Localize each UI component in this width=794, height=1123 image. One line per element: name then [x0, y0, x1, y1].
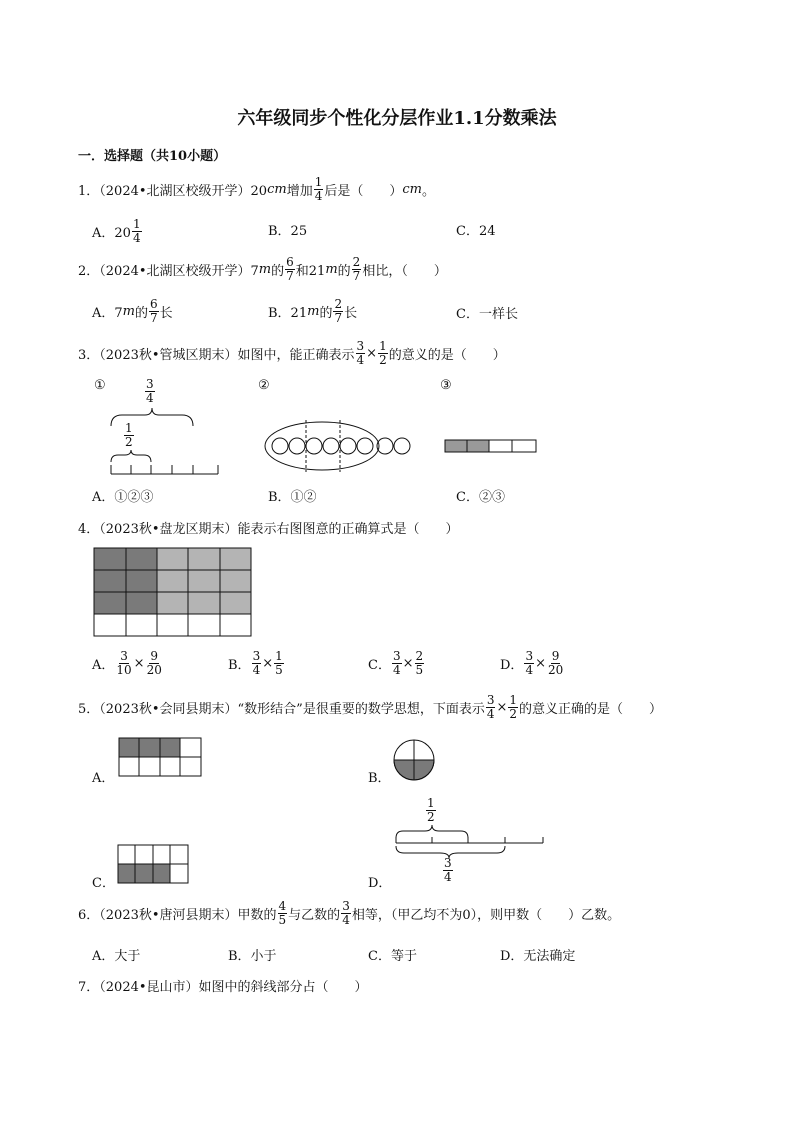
- q1-end: 。: [421, 183, 435, 199]
- q4-option-d[interactable]: D． $\frac{3}{4}$ × $\frac{9}{20}$: [500, 649, 564, 677]
- section-heading: 一．选择题（共10小题）: [78, 149, 227, 164]
- q4-option-c[interactable]: C． $\frac{3}{4}$ × $\frac{2}{5}$: [368, 649, 424, 677]
- q5-option-a[interactable]: A．: [92, 771, 115, 786]
- q1-unit: cm: [267, 181, 287, 197]
- q1-text-mid: 增加: [286, 183, 313, 199]
- q1-fraction: $\frac{1}{4}$: [314, 175, 323, 203]
- q3-figure-1-marker: ①: [94, 378, 106, 393]
- q2-option-b[interactable]: B．21 m 的 $\frac{2}{7}$ 长: [268, 297, 358, 325]
- question-6: 6．（2023秋•唐河县期末）甲数的 $\frac{4}{5}$ 与乙数的 $\frac{3}{4}$ 相等，（甲乙均不为0），则甲数（ ）乙数。: [78, 899, 621, 927]
- q3-option-a[interactable]: A．①②③: [92, 490, 154, 505]
- q1-text-prefix: 1．（2024•北湖区校级开学）20: [78, 183, 268, 199]
- q5-option-d[interactable]: D．: [368, 876, 392, 891]
- q3-fig1-top-fraction: $\frac{3}{4}$: [146, 377, 154, 405]
- q2-fraction-1: $\frac{6}{7}$: [286, 255, 294, 283]
- q5-d-bottom-fraction: $\frac{3}{4}$: [444, 856, 452, 884]
- question-4: 4．（2023秋•盘龙区期末）能表示右图图意的正确算式是（ ）: [78, 522, 459, 537]
- q5-d-top-fraction: $\frac{1}{2}$: [427, 796, 435, 824]
- q3-figure-2-marker: ②: [258, 378, 270, 393]
- q1-a-fraction: $\frac{1}{4}$: [132, 217, 141, 245]
- q1-option-a[interactable]: A．20 $\frac{1}{4}$: [92, 217, 141, 245]
- question-7: 7．（2024•昆山市）如图中的斜线部分占（ ）: [78, 980, 368, 995]
- q1-option-c[interactable]: C．24: [456, 224, 496, 239]
- question-2: 2．（2024•北湖区校级开学）7 m 的 $\frac{6}{7}$ 和21 m 的 $\frac{2}{7}$ 相比，（ ）: [78, 255, 447, 283]
- q2-fraction-2: $\frac{2}{7}$: [352, 255, 361, 283]
- q1-option-b[interactable]: B．25: [268, 224, 308, 239]
- q5-option-c[interactable]: C．: [92, 876, 115, 891]
- q3-figure-3-marker: ③: [440, 378, 452, 393]
- q3-fig1-half-fraction: $\frac{1}{2}$: [125, 421, 133, 449]
- q6-option-a[interactable]: A．大于: [92, 949, 141, 964]
- q1-unit2: cm: [402, 181, 422, 197]
- q6-option-c[interactable]: C．等于: [368, 949, 417, 964]
- page-title: 六年级同步个性化分层作业1.1分数乘法: [237, 108, 557, 129]
- q2-option-c[interactable]: C．一样长: [456, 307, 518, 322]
- q4-option-b[interactable]: B． $\frac{3}{4}$ × $\frac{1}{5}$: [228, 649, 283, 677]
- q6-option-d[interactable]: D．无法确定: [500, 949, 576, 964]
- q3-option-c[interactable]: C．②③: [456, 490, 505, 505]
- q2-option-a[interactable]: A．7 m 的 $\frac{6}{7}$ 长: [92, 297, 173, 325]
- question-5: 5．（2023秋•会同县期末）“数形结合”是很重要的数学思想，下面表示 $\frac{3}{4}$ × $\frac{1}{2}$ 的意义正确的是（ ）: [78, 693, 663, 721]
- q4-option-a[interactable]: A． $\frac{3}{10}$ × $\frac{9}{20}$: [92, 649, 162, 677]
- q1-text-suffix: 后是（ ）: [324, 183, 403, 199]
- q3-option-b[interactable]: B．①②: [268, 490, 317, 505]
- q6-option-b[interactable]: B．小于: [228, 949, 277, 964]
- q5-option-b[interactable]: B．: [368, 771, 391, 786]
- question-3: 3．（2023秋•管城区期末）如图中，能正确表示 $\frac{3}{4}$ × $\frac{1}{2}$ 的意义的是（ ）: [78, 339, 506, 367]
